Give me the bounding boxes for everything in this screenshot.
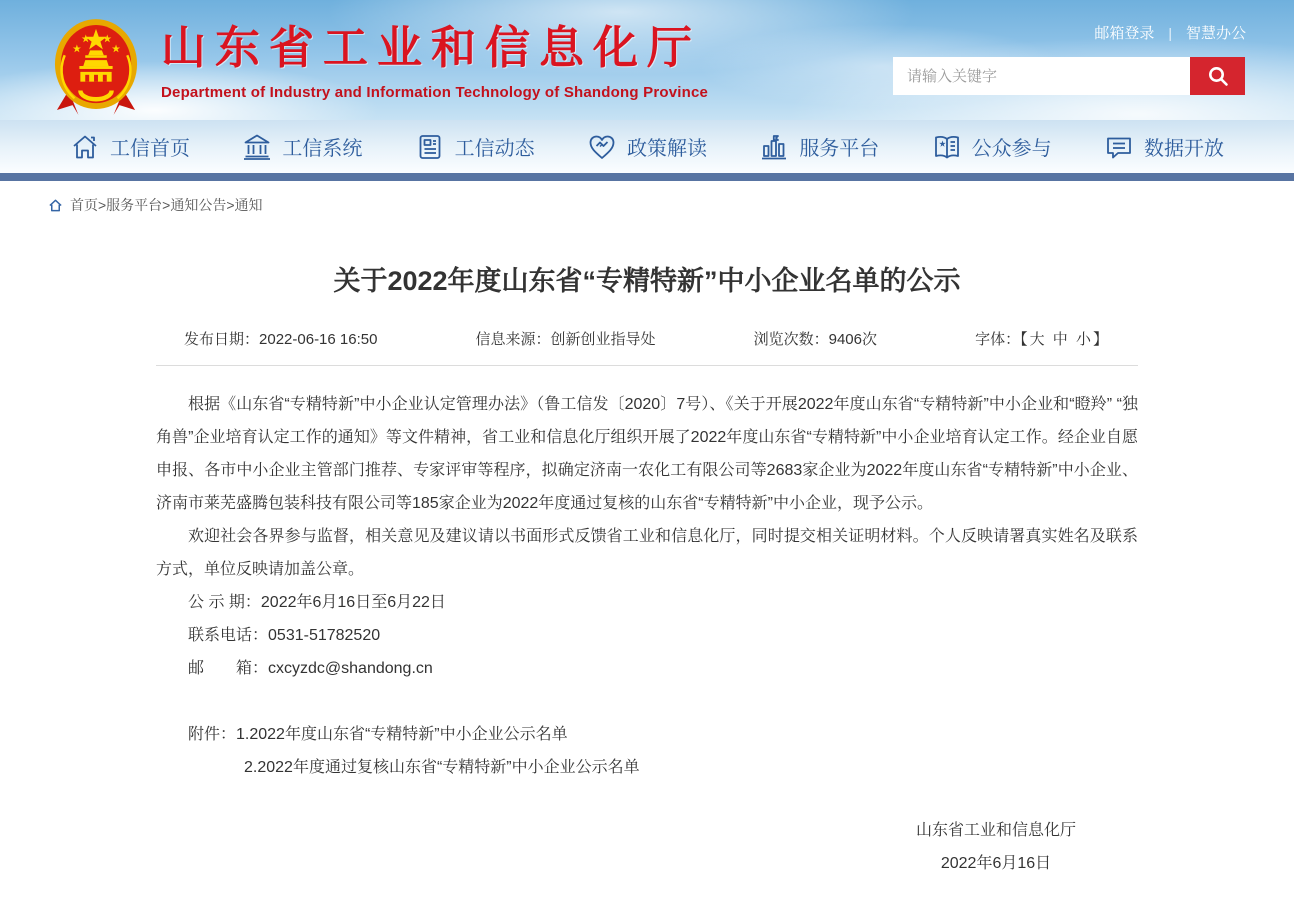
news-icon <box>415 132 445 162</box>
publicity-period-value: 2022年6月16日至6月22日 <box>260 594 446 611</box>
publish-date-label: 发布日期： <box>184 331 260 348</box>
svg-text:★: ★ <box>111 43 121 54</box>
nav-label: 服务平台 <box>799 138 880 160</box>
contact-phone-label: 联系电话： <box>188 627 269 644</box>
nav-item-policy[interactable] <box>587 132 707 162</box>
attachments-label: 附件： <box>188 726 237 743</box>
nav-label: 工信系统 <box>282 138 363 160</box>
font-size-control <box>975 328 1108 349</box>
nav-label: 政策解读 <box>626 138 707 160</box>
publicity-period-label: 公 示 期： <box>188 594 261 611</box>
bank-icon <box>242 132 272 162</box>
font-size-large-button[interactable]: 大 <box>1029 331 1045 348</box>
attachment-link-1[interactable]: 1.2022年度山东省“专精特新”中小企业公示名单 <box>236 726 568 743</box>
publicity-period-line <box>156 586 1138 619</box>
speech-bubble-icon <box>1104 132 1134 162</box>
paragraph: 欢迎社会各界参与监督，相关意见及建议请以书面形式反馈省工业和信息化厅，同时提交相关证明材料。个人反映请署真实姓名及联系方式，单位反映请加盖公章。 <box>156 528 1138 578</box>
site-header <box>0 0 1294 120</box>
nav-item-news[interactable] <box>415 132 535 162</box>
font-control-suffix: 】 <box>1092 331 1108 348</box>
contact-email-value: cxcyzdc@shandong.cn <box>268 660 433 677</box>
contact-email-line <box>156 652 1138 685</box>
nav-item-participation[interactable] <box>932 132 1052 162</box>
publish-date-value: 2022-06-16 16:50 <box>259 331 378 348</box>
font-control-prefix: 字体：【 <box>975 331 1028 348</box>
nav-label: 工信首页 <box>110 138 190 160</box>
svg-text:★: ★ <box>938 140 946 148</box>
site-logo[interactable] <box>53 16 708 118</box>
site-title: 山东省工业和信息化厅 <box>161 23 702 73</box>
smart-office-link[interactable]: 智慧办公 <box>1185 25 1246 42</box>
signature-block <box>916 814 1076 880</box>
info-source <box>476 328 656 349</box>
signature-org: 山东省工业和信息化厅 <box>915 822 1076 839</box>
view-count-label: 浏览次数： <box>753 331 829 348</box>
info-source-label: 信息来源： <box>475 331 551 348</box>
view-count-value: 9406次 <box>828 331 877 348</box>
search-input[interactable] <box>893 57 1190 95</box>
page-title: 关于2022年度山东省“专精特新”中小企业名单的公示 <box>333 266 961 296</box>
signature-date: 2022年6月16日 <box>940 855 1052 872</box>
nav-label: 工信动态 <box>454 138 535 160</box>
breadcrumb <box>0 181 1294 227</box>
paragraph: 根据《山东省“专精特新”中小企业认定管理办法》（鲁工信发〔2020〕7号）、《关于开展2022年度山东省“专精特新”中小企业和“瞪羚” “独角兽”企业培育认定工作的通知》等文件精神，省工业和信息化厅组织开展了2022年度山东省“专精特新”中小企业培育认定工作。经企业自愿申报、各市中小企业主管部门推荐、专家评审等程序，拟确定济南一农化工有限公司等2683家企业为2022年度山东省“专精特新”中小企业、济南市莱芜盛腾包装科技有限公司等185家企业为2022年度通过复核的山东省“专精特新”中小企业，现予公示。 <box>156 396 1138 512</box>
font-size-small-button[interactable]: 小 <box>1075 331 1091 348</box>
search-button[interactable] <box>1190 57 1245 95</box>
view-count <box>754 328 877 349</box>
article-meta <box>156 328 1138 349</box>
attachments <box>156 718 1138 784</box>
nav-item-system[interactable] <box>242 132 362 162</box>
attachment-link-2[interactable]: 2.2022年度通过复核山东省“专精特新”中小企业公示名单 <box>244 759 640 776</box>
top-link-separator: | <box>1168 24 1172 41</box>
article-body <box>156 388 1138 880</box>
title-divider <box>156 365 1138 366</box>
contact-phone-value: 0531-51782520 <box>268 627 381 644</box>
publish-date <box>184 328 377 349</box>
home-icon <box>70 132 100 162</box>
site-subtitle: Department of Industry and Information Technology of Shandong Province <box>161 83 709 101</box>
open-book-icon <box>932 132 962 162</box>
nav-item-data[interactable] <box>1104 132 1224 162</box>
national-emblem-icon <box>53 16 139 118</box>
svg-text:★: ★ <box>81 33 91 44</box>
nav-item-home[interactable] <box>70 132 190 162</box>
search-icon <box>1206 64 1230 88</box>
policy-heart-icon <box>587 132 617 162</box>
contact-phone-line <box>156 619 1138 652</box>
chart-icon <box>759 132 789 162</box>
svg-text:★: ★ <box>102 33 112 44</box>
nav-label: 公众参与 <box>971 138 1052 160</box>
header-top-links <box>1094 22 1246 43</box>
attachment-line <box>156 751 1138 784</box>
mail-login-link[interactable]: 邮箱登录 <box>1094 25 1155 42</box>
main-nav <box>0 120 1294 173</box>
contact-email-label: 邮 箱： <box>188 660 269 677</box>
site-search <box>893 57 1245 95</box>
article <box>156 259 1138 880</box>
svg-text:★: ★ <box>72 43 82 54</box>
font-size-medium-button[interactable]: 中 <box>1052 331 1068 348</box>
nav-divider-bar <box>0 173 1294 181</box>
attachment-line <box>156 718 1138 751</box>
breadcrumb-home-icon <box>48 198 63 213</box>
nav-item-service[interactable] <box>759 132 879 162</box>
info-source-value: 创新创业指导处 <box>550 331 656 348</box>
breadcrumb-path[interactable]: 首页>服务平台>通知公告>通知 <box>70 197 263 213</box>
nav-label: 数据开放 <box>1143 138 1224 160</box>
